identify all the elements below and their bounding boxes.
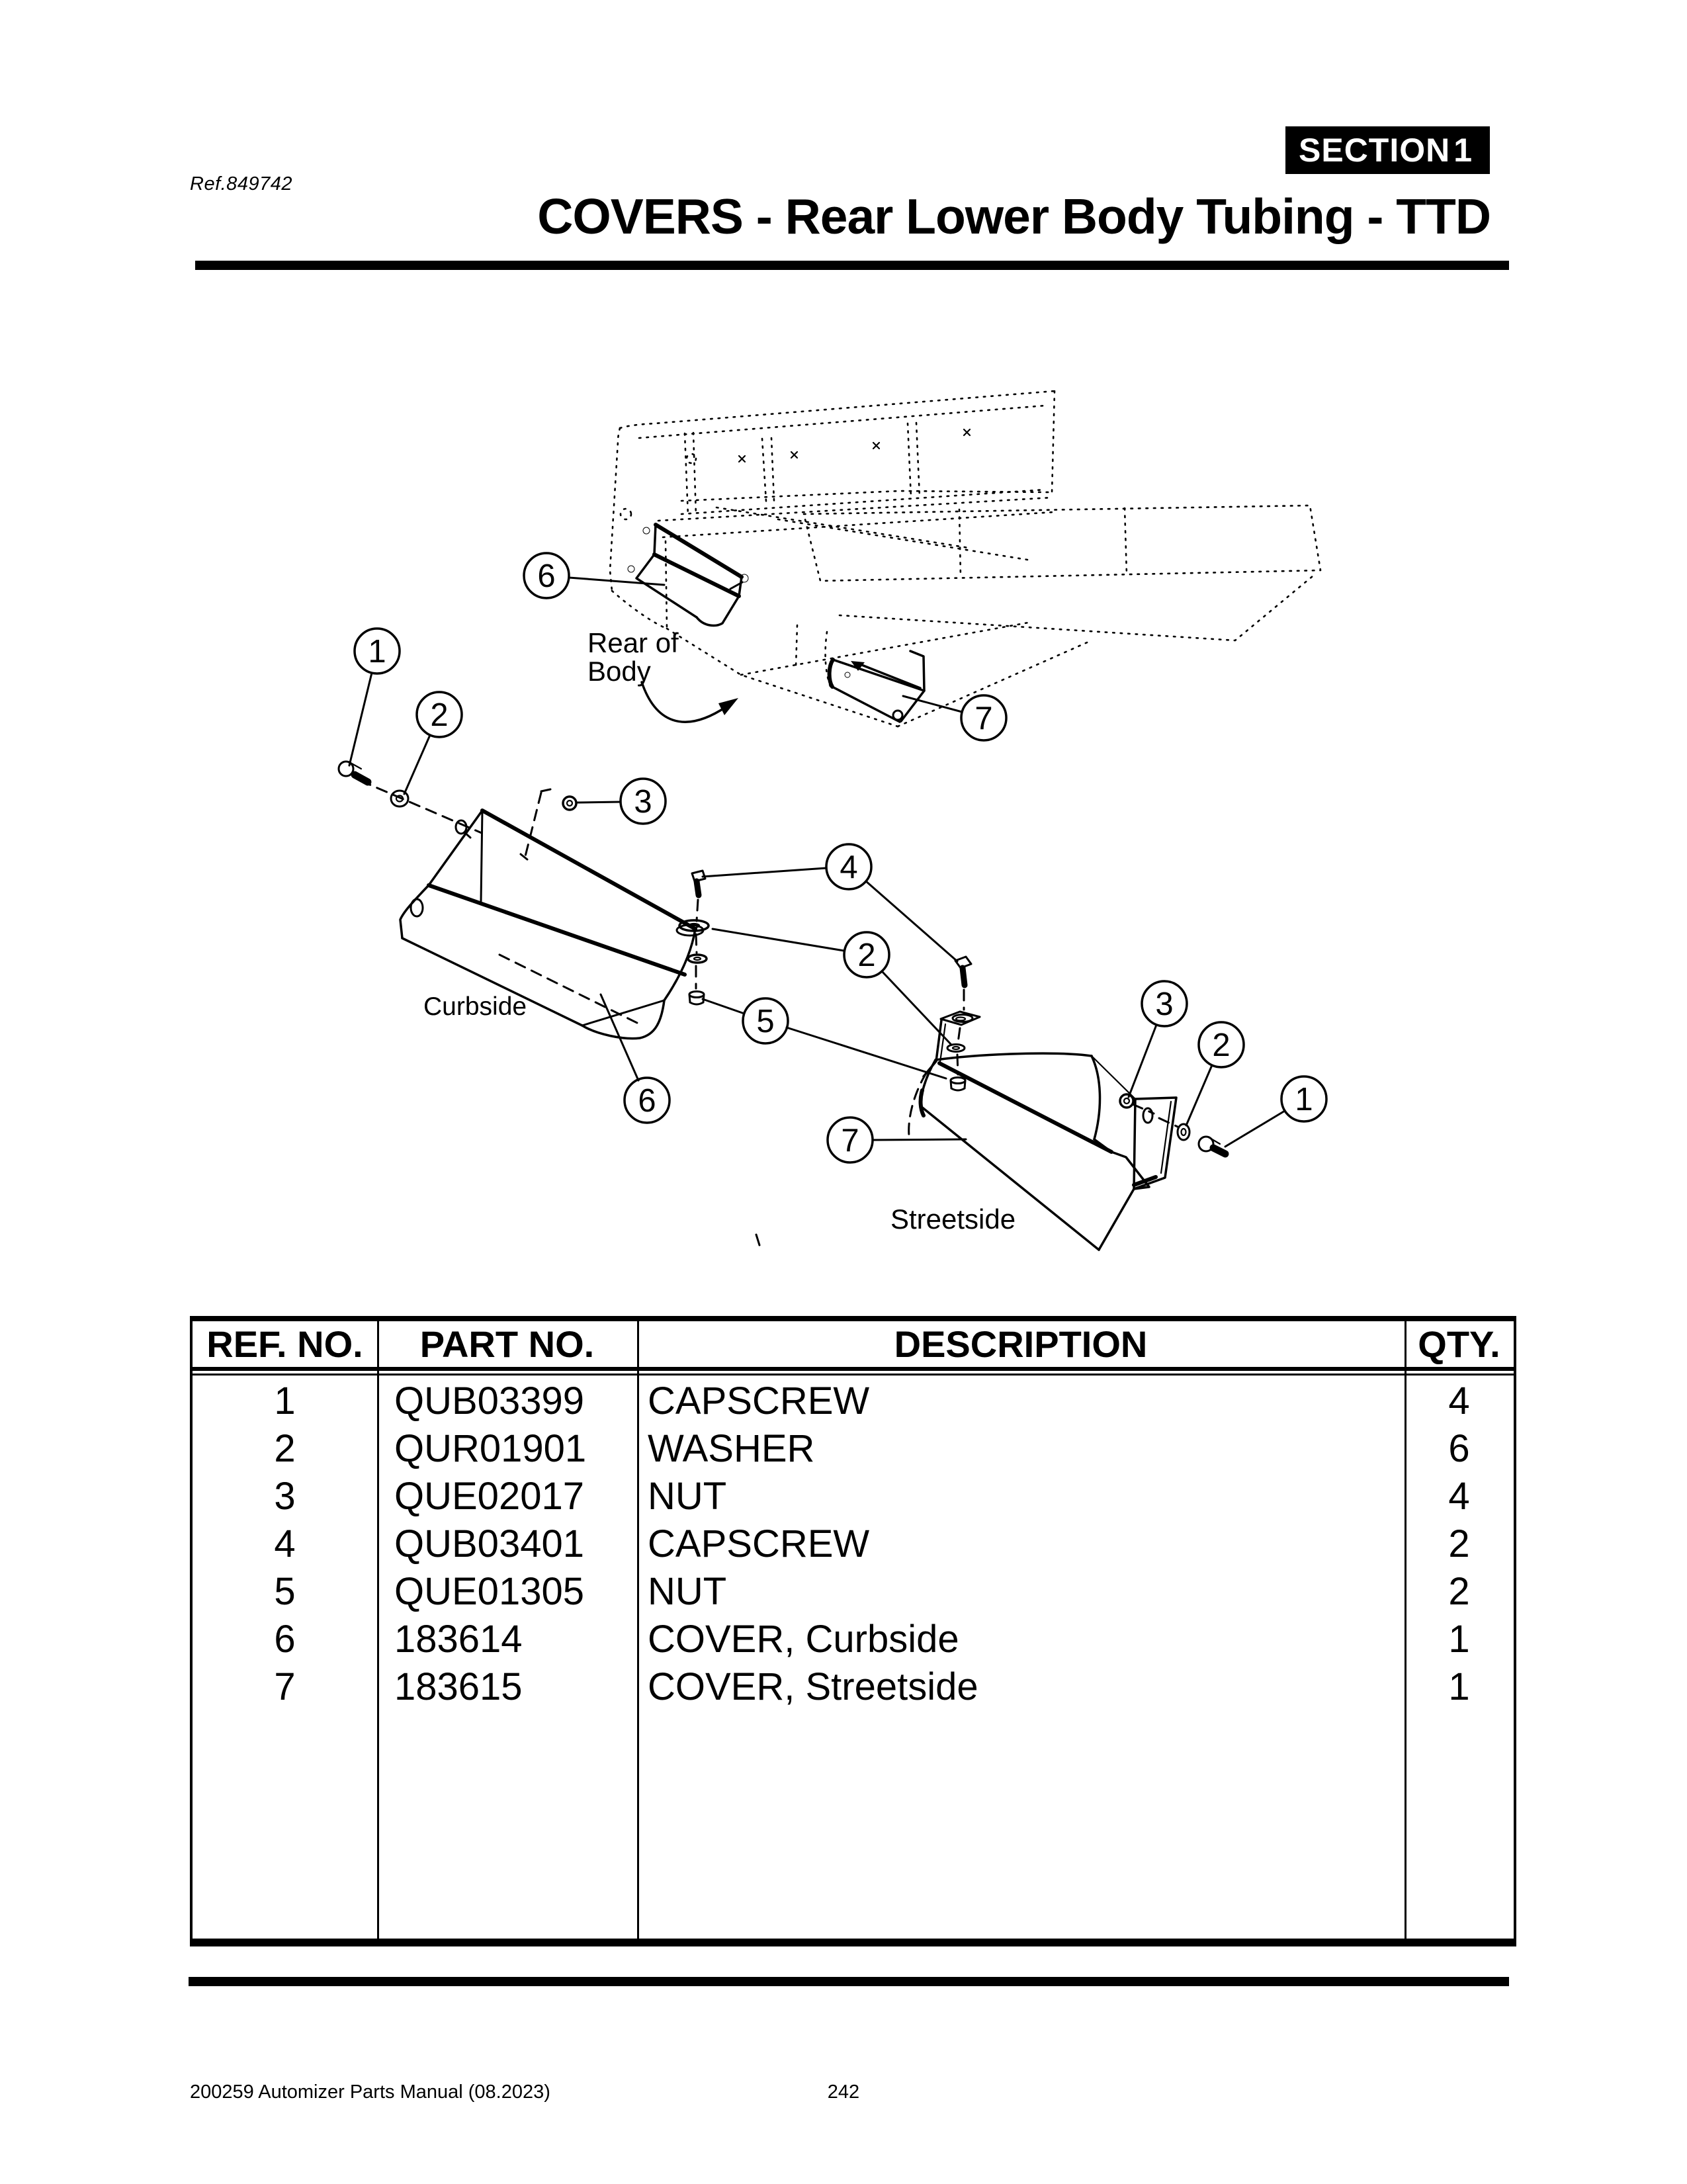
stray-mark <box>756 1235 759 1245</box>
callout-4 <box>826 844 871 889</box>
parts-table <box>190 1316 1516 1946</box>
callouts-layer <box>355 553 1326 1162</box>
callout-2 <box>844 932 889 977</box>
svg-text:3: 3 <box>1155 986 1174 1022</box>
table-row <box>193 1472 1514 1520</box>
cell-part-no: 183615 <box>394 1665 523 1708</box>
svg-text:2: 2 <box>857 938 876 973</box>
callout-7 <box>961 695 1006 740</box>
callout-6 <box>524 553 569 598</box>
header-description: DESCRIPTION <box>894 1323 1148 1365</box>
cell-part-no: QUB03401 <box>394 1522 584 1565</box>
svg-text:1: 1 <box>368 634 386 670</box>
table-row <box>193 1520 1514 1567</box>
reference-number: Ref.849742 <box>190 173 292 195</box>
cell-part-no: QUE01305 <box>394 1569 584 1613</box>
svg-text:6: 6 <box>638 1083 656 1119</box>
svg-text:3: 3 <box>634 784 652 820</box>
table-row <box>193 1567 1514 1615</box>
footer-page-number: 242 <box>827 2081 860 2103</box>
cell-ref-no: 3 <box>274 1474 296 1518</box>
cell-qty: 6 <box>1448 1426 1470 1470</box>
svg-text:2: 2 <box>1212 1027 1231 1063</box>
leader-lines <box>349 578 1285 1147</box>
bottom-rule <box>189 1977 1509 1986</box>
cell-part-no: QUR01901 <box>394 1426 587 1470</box>
cell-ref-no: 5 <box>274 1569 296 1613</box>
table-row <box>193 1377 1514 1424</box>
header-qty: QTY. <box>1418 1323 1500 1365</box>
cell-description: COVER, Curbside <box>648 1617 959 1661</box>
callout-1 <box>1281 1076 1326 1121</box>
callout-2 <box>1199 1022 1244 1067</box>
section-label: SECTION <box>1299 132 1451 169</box>
cell-ref-no: 4 <box>274 1522 296 1565</box>
rear-of-body-label-line1: Rear of <box>587 627 679 658</box>
cell-description: CAPSCREW <box>648 1379 870 1422</box>
curbside-cover-top <box>628 525 748 625</box>
rivet-marks <box>739 429 970 462</box>
table-body <box>193 1377 1514 1710</box>
rear-of-body-arrow <box>642 682 738 722</box>
callout-1 <box>355 629 400 674</box>
cell-description: WASHER <box>648 1426 815 1470</box>
cell-qty: 4 <box>1448 1474 1470 1518</box>
page-title: COVERS - Rear Lower Body Tubing - TTD <box>537 189 1491 244</box>
svg-text:1: 1 <box>1295 1082 1313 1117</box>
callout-6 <box>625 1078 670 1123</box>
header-part-no: PART NO. <box>419 1323 595 1365</box>
curbside-label: Curbside <box>423 992 527 1021</box>
header-ref-no: REF. NO. <box>206 1323 363 1365</box>
cell-ref-no: 7 <box>274 1665 296 1708</box>
rear-of-body-label-line2: Body <box>587 656 651 687</box>
svg-text:4: 4 <box>840 850 858 885</box>
cell-description: NUT <box>648 1474 727 1518</box>
table-row <box>193 1663 1514 1710</box>
streetside-cover-top <box>830 651 924 722</box>
table-header-row <box>193 1321 1514 1367</box>
cell-ref-no: 1 <box>274 1379 296 1422</box>
callout-2 <box>417 692 462 737</box>
header-double-rule <box>193 1367 1514 1376</box>
cell-description: COVER, Streetside <box>648 1665 978 1708</box>
svg-text:6: 6 <box>537 558 556 594</box>
cell-qty: 1 <box>1448 1617 1470 1661</box>
cell-qty: 1 <box>1448 1665 1470 1708</box>
svg-text:2: 2 <box>430 697 449 733</box>
cell-qty: 4 <box>1448 1379 1470 1422</box>
cell-ref-no: 6 <box>274 1617 296 1661</box>
footer-manual-name: 200259 Automizer Parts Manual (08.2023) <box>190 2081 550 2103</box>
cell-description: CAPSCREW <box>648 1522 870 1565</box>
callout-3 <box>1142 981 1187 1026</box>
streetside-label: Streetside <box>890 1203 1016 1235</box>
callout-7 <box>828 1117 873 1162</box>
svg-text:7: 7 <box>974 701 993 736</box>
svg-text:5: 5 <box>756 1004 775 1039</box>
svg-text:7: 7 <box>841 1123 859 1158</box>
cell-part-no: QUB03399 <box>394 1379 584 1422</box>
table-row <box>193 1615 1514 1663</box>
callout-3 <box>621 779 666 824</box>
section-number: 1 <box>1453 132 1473 169</box>
callout-5 <box>743 998 788 1043</box>
cell-part-no: 183614 <box>394 1617 523 1661</box>
cell-qty: 2 <box>1448 1569 1470 1613</box>
cell-description: NUT <box>648 1569 727 1613</box>
truck-body-wireframe <box>610 391 1320 726</box>
cell-part-no: QUE02017 <box>394 1474 584 1518</box>
table-row <box>193 1424 1514 1472</box>
cell-qty: 2 <box>1448 1522 1470 1565</box>
cell-ref-no: 2 <box>274 1426 296 1470</box>
